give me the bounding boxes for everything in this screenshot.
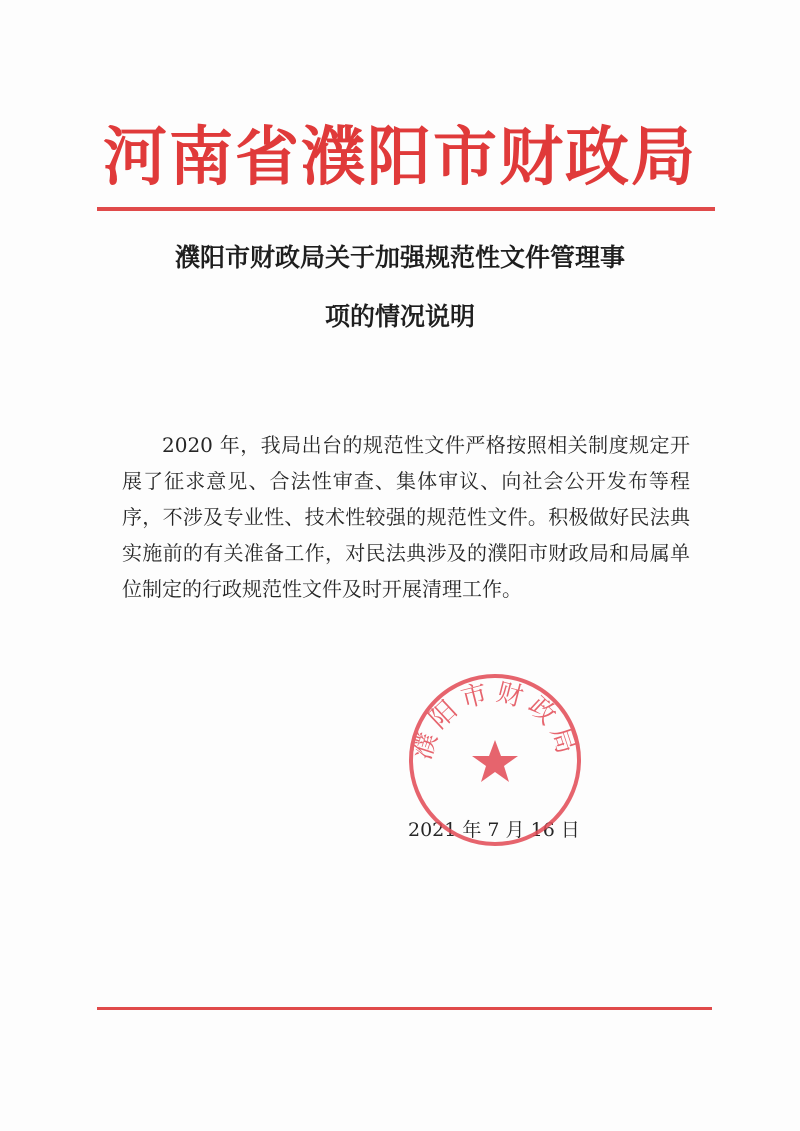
masthead: 河南省濮阳市财政局: [103, 120, 697, 195]
document-title-line-2: 项的情况说明: [324, 302, 475, 331]
official-seal: [405, 670, 585, 850]
document-title-line-1: 濮阳市财政局关于加强规范性文件管理事: [174, 243, 625, 272]
document-date: 2021 年 7 月 16 日: [408, 819, 580, 841]
body-paragraph: 2020 年，我局出台的规范性文件严格按照相关制度规定开展了征求意见、合法性审查、集体审议、向社会公开发布等程序，不涉及专业性、技术性较强的规范性文件。积极做好民法典实施前的有关准备工作，对民法典涉及的濮阳市财政局和局属单位制定的行政规范性文件及时开展清理工作。: [122, 433, 690, 601]
document-body: [122, 427, 690, 607]
star-icon: [472, 740, 518, 782]
footer-divider: [97, 1007, 712, 1010]
masthead-divider: [97, 207, 715, 211]
seal-text: 濮阳市财政局: [407, 677, 583, 764]
